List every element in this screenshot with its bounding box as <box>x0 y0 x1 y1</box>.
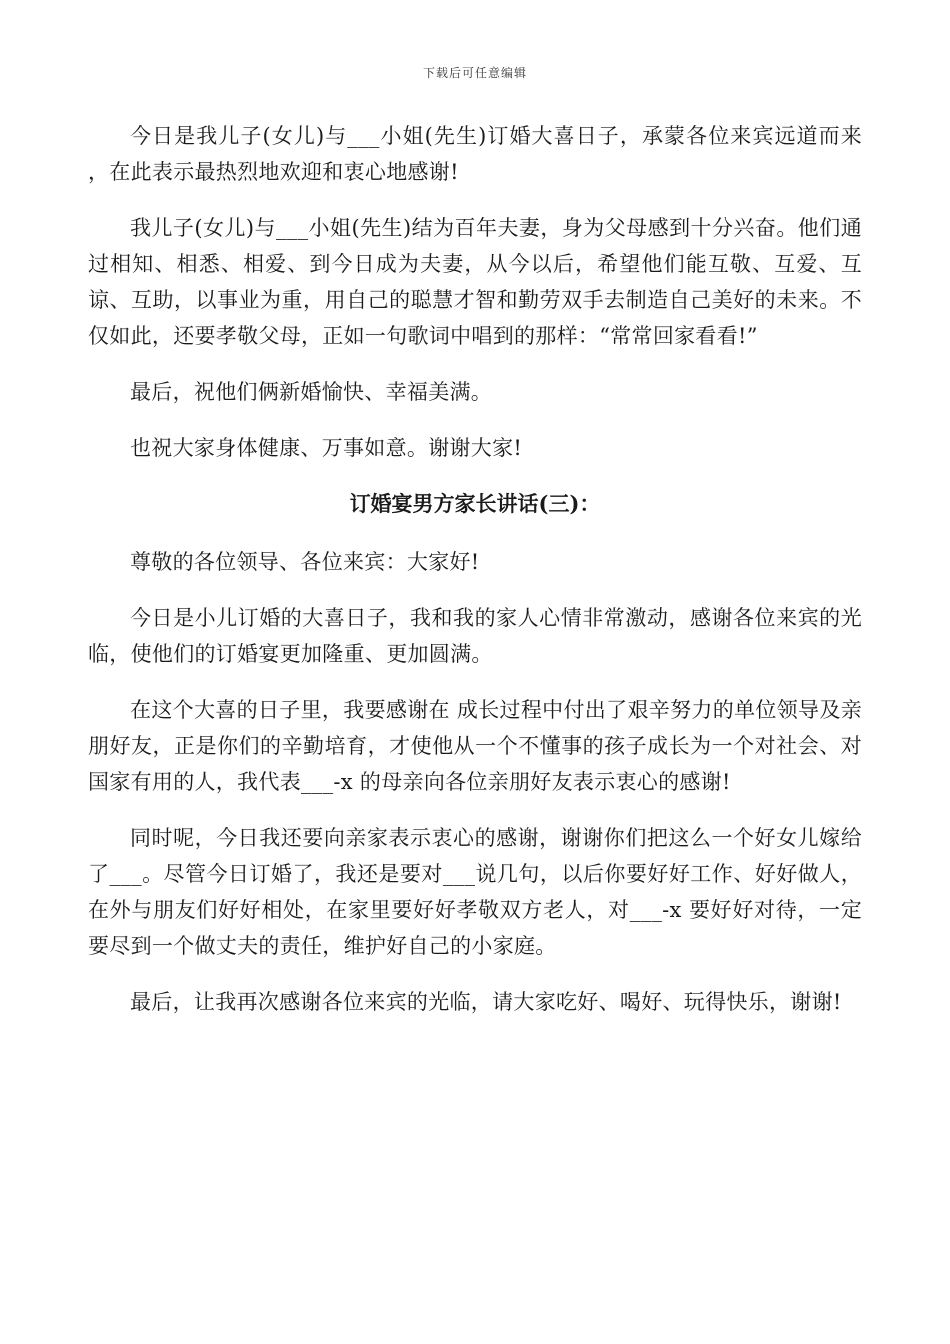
document-body <box>88 118 862 1040</box>
paragraph: 也祝大家身体健康、万事如意。谢谢大家! <box>130 436 523 460</box>
paragraph: 今日是小儿订婚的大喜日子，我和我的家人心情非常激动，感谢各位来宾的光临，使他们的订婚宴更加隆重、更加圆满。 <box>88 606 862 666</box>
paragraph: 我儿子(女儿)与___小姐(先生)结为百年夫妻，身为父母感到十分兴奋。他们通过相知、相悉、相爱、到今日成为夫妻，从今以后，希望他们能互敬、互爱、互谅、互助，以事业为重，用自己的聪慧才智和勤劳双手去制造自己美好的未来。不仅如此，还要孝敬父母，正如一句歌词中唱到的那样：“常常回家看看!” <box>88 216 862 348</box>
paragraph: 在这个大喜的日子里，我要感谢在 成长过程中付出了艰辛努力的单位领导及亲朋好友，正是你们的辛勤培育，才使他从一个不懂事的孩子成长为一个对社会、对国家有用的人，我代表___-x 的母亲向各位亲朋好友表示衷心的感谢! <box>88 698 862 794</box>
header-note: 下载后可任意编辑 <box>422 66 527 80</box>
paragraph: 最后，祝他们俩新婚愉快、幸福美满。 <box>130 380 493 404</box>
paragraph: 最后，让我再次感谢各位来宾的光临，请大家吃好、喝好、玩得快乐，谢谢! <box>130 990 842 1014</box>
paragraph: 今日是我儿子(女儿)与___小姐(先生)订婚大喜日子，承蒙各位来宾远道而来 ，在此表示最热烈地欢迎和衷心地感谢! <box>88 124 862 184</box>
paragraph: 尊敬的各位领导、各位来宾：大家好! <box>130 550 480 574</box>
section-title: 订婚宴男方家长讲话(三)： <box>349 491 601 516</box>
paragraph: 同时呢，今日我还要向亲家表示衷心的感谢，谢谢你们把这么一个好女儿嫁给了___。尽管今日订婚了，我还是要对___说几句，以后你要好好工作、好好做人，在外与朋友们好好相处，在家里要好好孝敬双方老人，对___-x 要好好对待，一定要尽到一个做丈夫的责任，维护好自己的小家庭。 <box>88 826 862 958</box>
